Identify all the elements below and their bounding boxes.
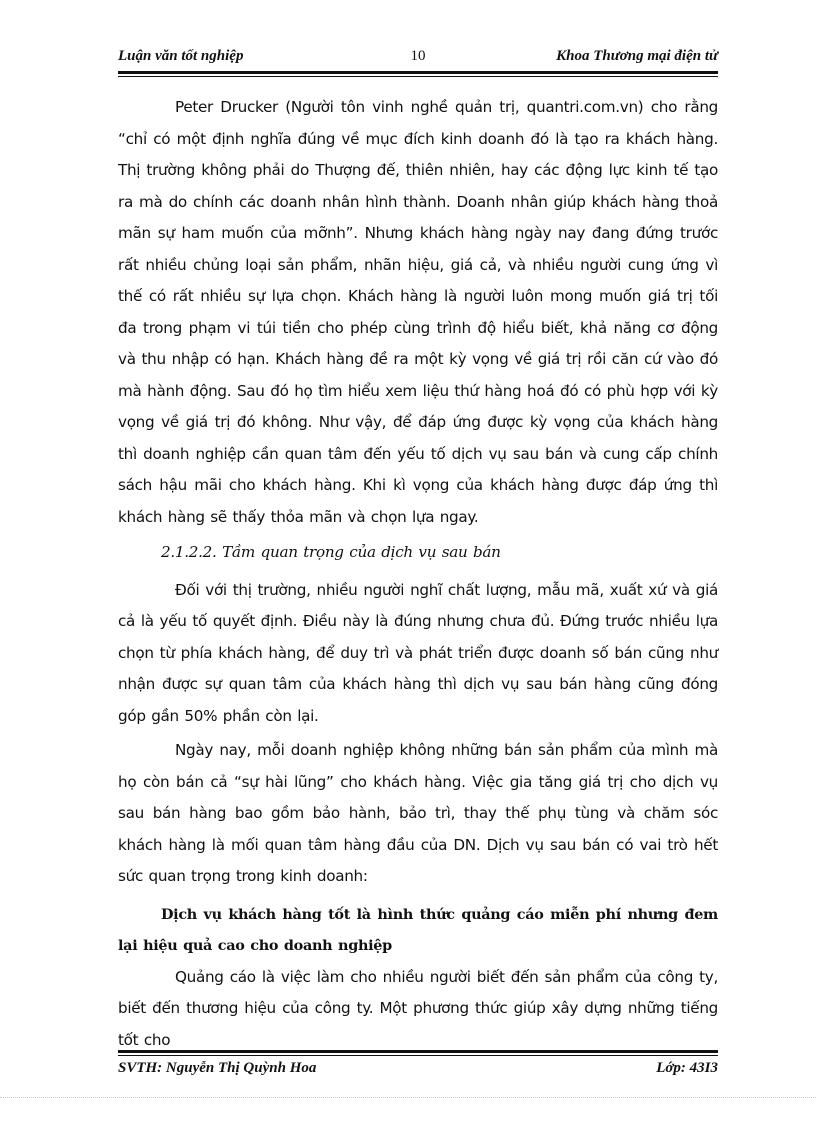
paragraph-satisfaction: Ngày nay, mỗi doanh nghiệp không những bán sản phẩm của mình mà họ còn bán cả “sự hài lũng” cho khách hàng. Việc gia tăng giá trị cho dịch vụ sau bán hàng bao gồm bảo hành, bảo trì, thay thế phụ tùng và chăm sóc khách hàng là mối quan tâm hàng đầu của DN. Dịch vụ sau bán có vai trò hết sức quan trọng trong kinh doanh: [118, 741, 718, 885]
footer-rule-thin [118, 1055, 718, 1056]
section-subheading: 2.1.2.2. Tầm quan trọng của dịch vụ sau bán [161, 543, 501, 561]
footer-class: Lớp: 43I3 [656, 1060, 718, 1076]
header-rule-thick [118, 71, 718, 74]
paragraph-market: Đối với thị trường, nhiều người nghĩ chất lượng, mẫu mã, xuất xứ và giá cả là yếu tố quyết định. Điều này là đúng nhưng chưa đủ. Đứng trước nhiều lựa chọn từ phía khách hàng, để duy trì và phát triển được doanh số bán cũng như nhận được sự quan tâm của khách hàng thì dịch vụ sau bán hàng cũng đóng góp gần 50% phần còn lại. [118, 580, 718, 725]
header-rule-thin [118, 76, 718, 77]
page-edge-divider [0, 1097, 816, 1098]
page-header [118, 48, 718, 70]
page-body [118, 92, 718, 1056]
header-thesis-title: Luận văn tốt nghiệp [118, 48, 244, 64]
footer-student: SVTH: Nguyễn Thị Quỳnh Hoa [118, 1060, 317, 1076]
footer-rule-thick [118, 1050, 718, 1053]
paragraph-drucker: Peter Drucker (Người tôn vinh nghề quản trị, quantri.com.vn) cho rằng “chỉ có một định nghĩa đúng về mục đích kinh doanh đó là tạo ra khách hàng. Thị trường không phải do Thượng đế, thiên nhiên, hay các động lực kinh tế tạo ra mà do chính các doanh nhân hình thành. Doanh nhân giúp khách hàng thoả mãn sự ham muốn của mỡnh”. Nhưng khách hàng ngày nay đang đứng trước rất nhiều chủng loại sản phẩm, nhãn hiệu, giá cả, và nhiều người cung ứng vì thế có rất nhiều sự lựa chọn. Khách hàng là người luôn mong muốn giá trị tối đa trong phạm vi túi tiền cho phép cùng trình độ hiểu biết, khả năng cơ động và thu nhập có hạn. Khách hàng đề ra một kỳ vọng về giá trị rồi căn cứ vào đó mà hành động. Sau đó họ tìm hiểu xem liệu thứ hàng hoá đó có phù hợp với kỳ vọng về giá trị đó không. Như vậy, để đáp ứng được kỳ vọng của khách hàng thì doanh nghiệp cần quan tâm đến yếu tố dịch vụ sau bán và cung cấp chính sách hậu mãi cho khách hàng. Khi kì vọng của khách hàng được đáp ứng thì khách hàng sẽ thấy thỏa mãn và chọn lựa ngay. [118, 98, 718, 526]
page-footer [118, 1060, 718, 1082]
header-faculty: Khoa Thương mại điện tử [556, 48, 718, 64]
paragraph-advertising: Quảng cáo là việc làm cho nhiều người biết đến sản phẩm của công ty, biết đến thương hiệu của công ty. Một phương thức giúp xây dựng những tiếng tốt cho [118, 967, 718, 1049]
bold-heading: Dịch vụ khách hàng tốt là hình thức quảng cáo miễn phí nhưng đem lại hiệu quả cao cho doanh nghiệp [118, 905, 718, 954]
header-page-number: 10 [410, 48, 426, 64]
